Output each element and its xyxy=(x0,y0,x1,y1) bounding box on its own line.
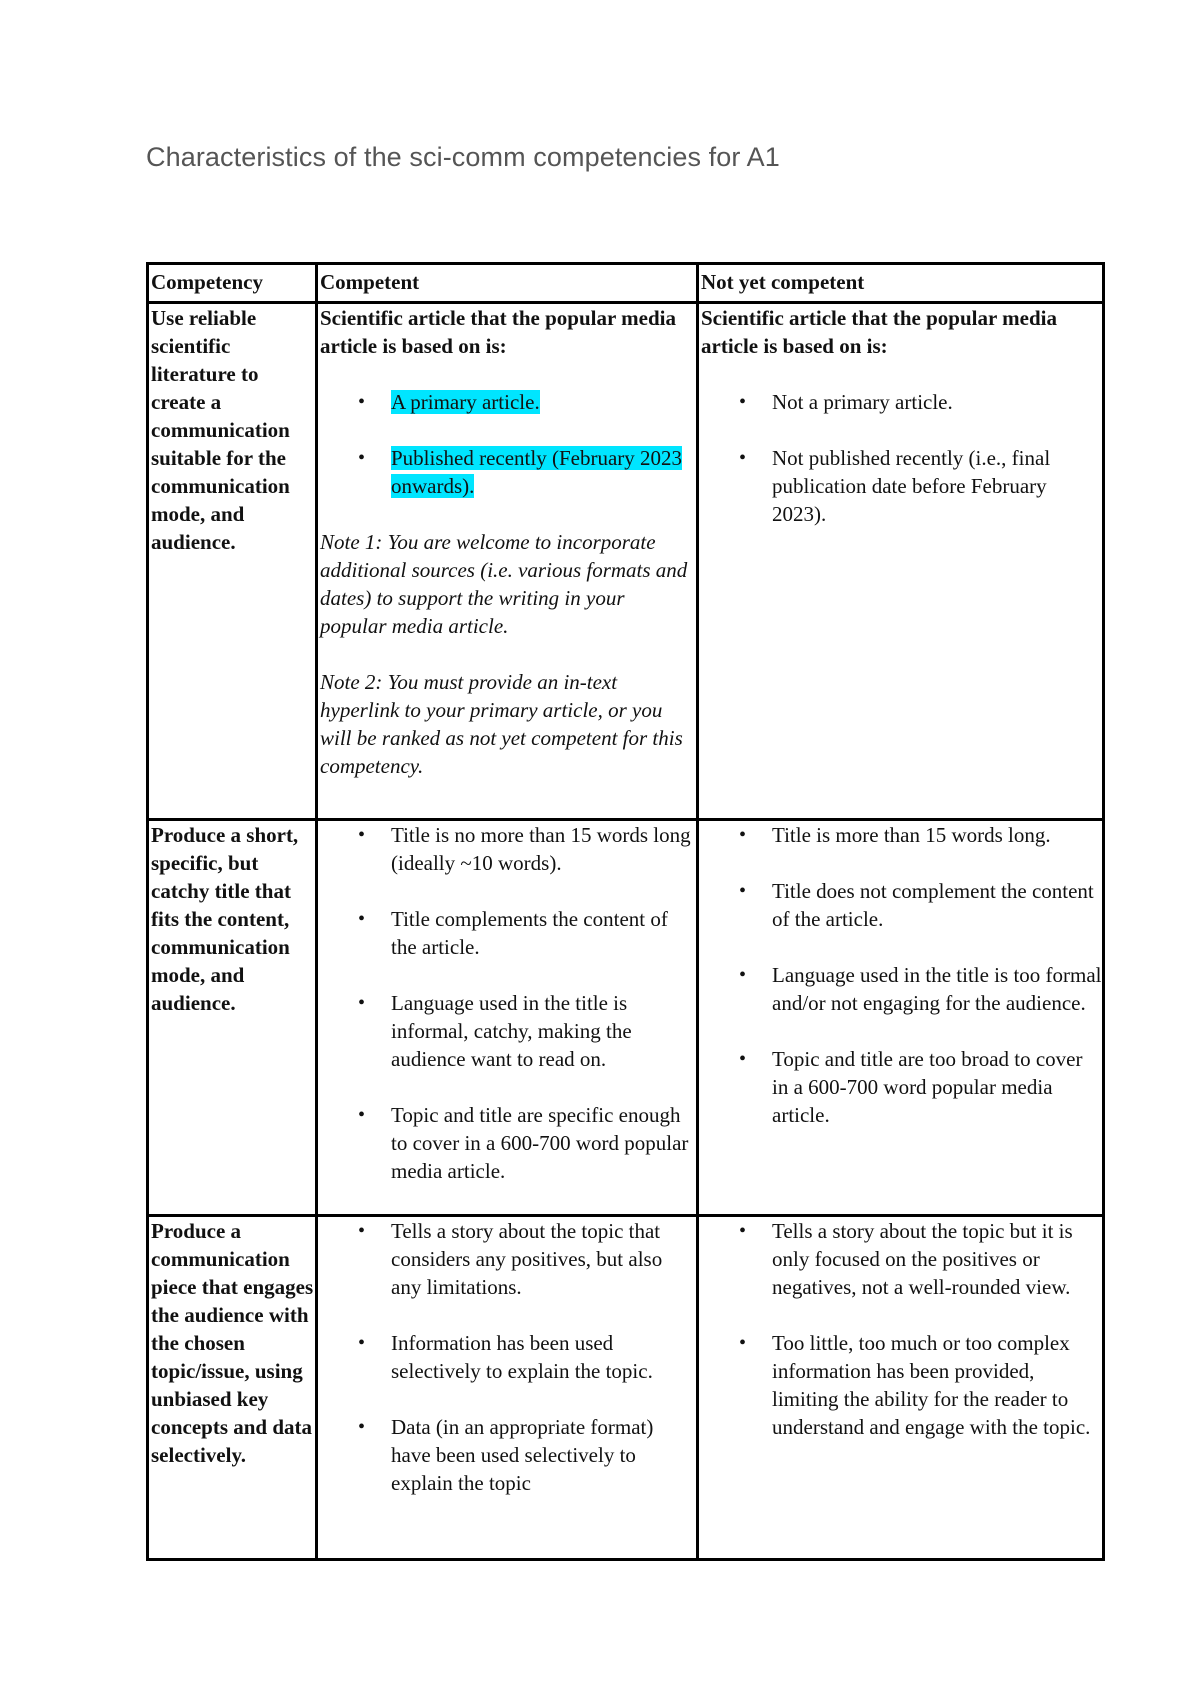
list-item xyxy=(701,1045,1102,1129)
bullet-icon: • xyxy=(739,1332,747,1354)
not-yet-list xyxy=(701,1217,1102,1441)
competent-intro: Scientific article that the popular media article is based on is: xyxy=(320,306,676,358)
competent-cell xyxy=(317,303,698,820)
list-item-text: Too little, too much or too complex information has been provided, limiting the ability for the reader to understand and engage with the topic. xyxy=(772,1331,1091,1439)
competent-cell xyxy=(317,820,698,1216)
bullet-icon: • xyxy=(739,880,747,902)
list-item xyxy=(701,821,1102,849)
list-item xyxy=(701,961,1102,1017)
bullet-icon: • xyxy=(358,908,366,930)
list-item-text: Topic and title are too broad to cover in a 600-700 word popular media article. xyxy=(772,1047,1083,1127)
list-item-text: Tells a story about the topic but it is only focused on the positives or negatives, not a well-rounded view. xyxy=(772,1219,1073,1299)
list-item xyxy=(701,877,1102,933)
list-item-text: Title does not complement the content of the article. xyxy=(772,879,1094,931)
list-item-text: Language used in the title is too formal and/or not engaging for the audience. xyxy=(772,963,1102,1015)
competency-cell: Use reliable scientific literature to create a communication suitable for the communication mode, and audience. xyxy=(148,303,317,820)
bullet-icon: • xyxy=(358,447,366,469)
highlighted-text: Published recently (February 2023 onwards). xyxy=(391,446,683,498)
not-yet-list xyxy=(701,388,1102,528)
note-2: Note 2: You must provide an in-text hyperlink to your primary article, or you will be ranked as not yet competent for this competency. xyxy=(320,670,683,778)
competency-cell: Produce a communication piece that engages the audience with the chosen topic/issue, using unbiased key concepts and data selectively. xyxy=(148,1216,317,1560)
list-item-text: Topic and title are specific enough to cover in a 600-700 word popular media article. xyxy=(391,1103,689,1183)
list-item xyxy=(320,905,696,961)
not-yet-list xyxy=(701,821,1102,1129)
bullet-icon: • xyxy=(358,1104,366,1126)
table-row xyxy=(148,303,1104,820)
bullet-icon: • xyxy=(739,964,747,986)
note-1: Note 1: You are welcome to incorporate additional sources (i.e. various formats and dates) to support the writing in your popular media article. xyxy=(320,530,688,638)
bullet-icon: • xyxy=(358,1416,366,1438)
list-item xyxy=(320,1101,696,1185)
highlighted-text: A primary article. xyxy=(391,390,540,414)
list-item xyxy=(320,1329,696,1385)
table-row xyxy=(148,1216,1104,1560)
competent-list xyxy=(320,1217,696,1497)
competent-cell xyxy=(317,1216,698,1560)
competent-list xyxy=(320,821,696,1185)
list-item xyxy=(320,388,696,416)
list-item xyxy=(701,444,1102,528)
bullet-icon: • xyxy=(358,824,366,846)
list-item-text: Not a primary article. xyxy=(772,390,953,414)
list-item xyxy=(701,1217,1102,1301)
header-competency: Competency xyxy=(148,264,317,303)
not-yet-competent-cell xyxy=(698,820,1104,1216)
list-item-text: Language used in the title is informal, catchy, making the audience want to read on. xyxy=(391,991,632,1071)
bullet-icon: • xyxy=(739,447,747,469)
bullet-icon: • xyxy=(358,1220,366,1242)
bullet-icon: • xyxy=(358,992,366,1014)
list-item xyxy=(701,388,1102,416)
list-item-text: Not published recently (i.e., final publication date before February 2023). xyxy=(772,446,1051,526)
bullet-icon: • xyxy=(739,1048,747,1070)
list-item-text: Title is no more than 15 words long (ideally ~10 words). xyxy=(391,823,691,875)
table-header-row xyxy=(148,264,1104,303)
not-yet-competent-cell xyxy=(698,303,1104,820)
bullet-icon: • xyxy=(358,391,366,413)
list-item-text: Title complements the content of the article. xyxy=(391,907,668,959)
bullet-icon: • xyxy=(739,391,747,413)
bullet-icon: • xyxy=(358,1332,366,1354)
list-item-text: Title is more than 15 words long. xyxy=(772,823,1051,847)
header-not-yet-competent: Not yet competent xyxy=(698,264,1104,303)
header-competent: Competent xyxy=(317,264,698,303)
list-item xyxy=(320,1217,696,1301)
list-item xyxy=(701,1329,1102,1441)
list-item-text: Data (in an appropriate format) have been used selectively to explain the topic xyxy=(391,1415,654,1495)
list-item xyxy=(320,444,696,500)
bullet-icon: • xyxy=(739,824,747,846)
list-item-text: Information has been used selectively to explain the topic. xyxy=(391,1331,653,1383)
bullet-icon: • xyxy=(739,1220,747,1242)
list-item xyxy=(320,1413,696,1497)
document-title: Characteristics of the sci-comm competencies for A1 xyxy=(146,142,780,172)
not-yet-intro: Scientific article that the popular media article is based on is: xyxy=(701,306,1057,358)
competent-list xyxy=(320,388,696,500)
list-item xyxy=(320,821,696,877)
table-row xyxy=(148,820,1104,1216)
competency-rubric-table xyxy=(146,262,1105,1561)
competency-cell: Produce a short, specific, but catchy title that fits the content, communication mode, and audience. xyxy=(148,820,317,1216)
not-yet-competent-cell xyxy=(698,1216,1104,1560)
list-item xyxy=(320,989,696,1073)
list-item-text: Tells a story about the topic that considers any positives, but also any limitations. xyxy=(391,1219,663,1299)
